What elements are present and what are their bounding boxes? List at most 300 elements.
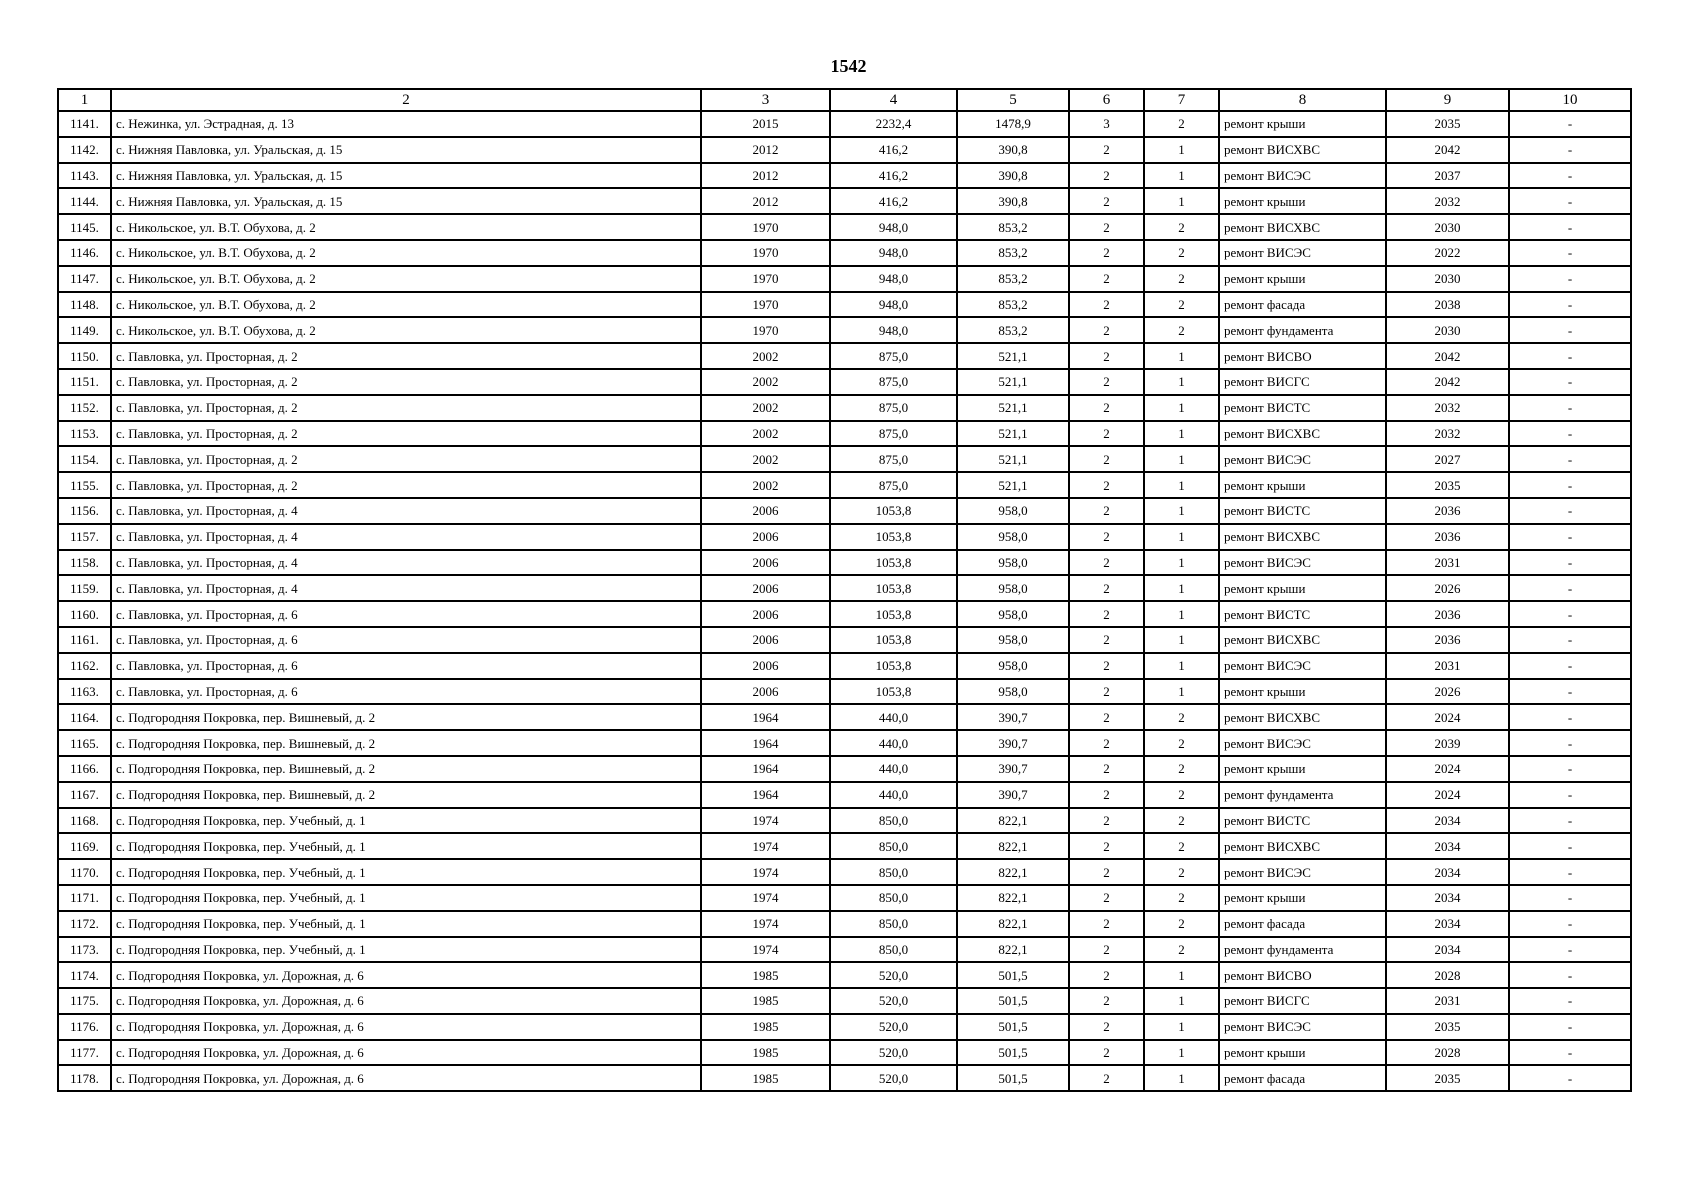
cell-floors: 2 bbox=[1069, 214, 1144, 240]
cell-floors: 2 bbox=[1069, 627, 1144, 653]
cell-planned-year: 2042 bbox=[1386, 369, 1509, 395]
cell-entrances: 2 bbox=[1144, 808, 1219, 834]
cell-row-number: 1144. bbox=[58, 188, 111, 214]
cell-floors: 3 bbox=[1069, 111, 1144, 137]
cell-row-number: 1168. bbox=[58, 808, 111, 834]
cell-note: - bbox=[1509, 214, 1631, 240]
cell-note: - bbox=[1509, 962, 1631, 988]
cell-planned-year: 2032 bbox=[1386, 395, 1509, 421]
cell-floors: 2 bbox=[1069, 498, 1144, 524]
cell-address: с. Подгородняя Покровка, ул. Дорожная, д. 6 bbox=[111, 988, 701, 1014]
cell-planned-year: 2034 bbox=[1386, 885, 1509, 911]
cell-living-area: 958,0 bbox=[957, 524, 1069, 550]
cell-total-area: 948,0 bbox=[830, 266, 957, 292]
cell-work-type: ремонт крыши bbox=[1219, 885, 1386, 911]
cell-note: - bbox=[1509, 859, 1631, 885]
cell-floors: 2 bbox=[1069, 601, 1144, 627]
cell-total-area: 440,0 bbox=[830, 756, 957, 782]
cell-entrances: 1 bbox=[1144, 498, 1219, 524]
cell-note: - bbox=[1509, 911, 1631, 937]
table-row bbox=[58, 498, 1631, 524]
cell-note: - bbox=[1509, 317, 1631, 343]
cell-work-type: ремонт ВИСХВС bbox=[1219, 627, 1386, 653]
cell-living-area: 853,2 bbox=[957, 240, 1069, 266]
cell-planned-year: 2035 bbox=[1386, 111, 1509, 137]
cell-row-number: 1175. bbox=[58, 988, 111, 1014]
cell-work-type: ремонт ВИСХВС bbox=[1219, 421, 1386, 447]
cell-note: - bbox=[1509, 369, 1631, 395]
register-table bbox=[57, 88, 1632, 1092]
cell-planned-year: 2036 bbox=[1386, 627, 1509, 653]
cell-work-type: ремонт ВИСХВС bbox=[1219, 704, 1386, 730]
cell-note: - bbox=[1509, 472, 1631, 498]
cell-living-area: 822,1 bbox=[957, 833, 1069, 859]
cell-work-type: ремонт крыши bbox=[1219, 188, 1386, 214]
table-row bbox=[58, 292, 1631, 318]
table-row bbox=[58, 1040, 1631, 1066]
cell-planned-year: 2035 bbox=[1386, 1065, 1509, 1091]
table-row bbox=[58, 266, 1631, 292]
cell-work-type: ремонт ВИСТС bbox=[1219, 601, 1386, 627]
cell-address: с. Павловка, ул. Просторная, д. 2 bbox=[111, 343, 701, 369]
cell-address: с. Никольское, ул. В.Т. Обухова, д. 2 bbox=[111, 240, 701, 266]
cell-floors: 2 bbox=[1069, 188, 1144, 214]
cell-row-number: 1155. bbox=[58, 472, 111, 498]
cell-living-area: 853,2 bbox=[957, 266, 1069, 292]
cell-work-type: ремонт крыши bbox=[1219, 575, 1386, 601]
cell-note: - bbox=[1509, 704, 1631, 730]
cell-living-area: 1478,9 bbox=[957, 111, 1069, 137]
cell-total-area: 416,2 bbox=[830, 137, 957, 163]
cell-floors: 2 bbox=[1069, 808, 1144, 834]
cell-note: - bbox=[1509, 188, 1631, 214]
cell-note: - bbox=[1509, 421, 1631, 447]
cell-row-number: 1176. bbox=[58, 1014, 111, 1040]
cell-floors: 2 bbox=[1069, 1040, 1144, 1066]
table-row bbox=[58, 369, 1631, 395]
column-header-5: 5 bbox=[957, 89, 1069, 111]
table-row bbox=[58, 575, 1631, 601]
cell-work-type: ремонт ВИСЭС bbox=[1219, 653, 1386, 679]
table-row bbox=[58, 988, 1631, 1014]
cell-note: - bbox=[1509, 601, 1631, 627]
cell-address: с. Подгородняя Покровка, пер. Учебный, д. 1 bbox=[111, 833, 701, 859]
cell-planned-year: 2027 bbox=[1386, 446, 1509, 472]
table-row bbox=[58, 911, 1631, 937]
cell-note: - bbox=[1509, 575, 1631, 601]
column-header-2: 2 bbox=[111, 89, 701, 111]
cell-living-area: 501,5 bbox=[957, 1040, 1069, 1066]
cell-address: с. Нижняя Павловка, ул. Уральская, д. 15 bbox=[111, 137, 701, 163]
cell-work-type: ремонт ВИСВО bbox=[1219, 962, 1386, 988]
cell-note: - bbox=[1509, 550, 1631, 576]
cell-living-area: 822,1 bbox=[957, 937, 1069, 963]
cell-row-number: 1172. bbox=[58, 911, 111, 937]
cell-year-built: 2002 bbox=[701, 343, 830, 369]
cell-work-type: ремонт фасада bbox=[1219, 1065, 1386, 1091]
cell-total-area: 440,0 bbox=[830, 730, 957, 756]
cell-entrances: 1 bbox=[1144, 421, 1219, 447]
cell-total-area: 948,0 bbox=[830, 240, 957, 266]
cell-address: с. Никольское, ул. В.Т. Обухова, д. 2 bbox=[111, 317, 701, 343]
table-row bbox=[58, 962, 1631, 988]
table-row bbox=[58, 679, 1631, 705]
cell-work-type: ремонт ВИСЭС bbox=[1219, 550, 1386, 576]
cell-entrances: 2 bbox=[1144, 756, 1219, 782]
cell-entrances: 1 bbox=[1144, 679, 1219, 705]
cell-row-number: 1150. bbox=[58, 343, 111, 369]
cell-work-type: ремонт ВИСГС bbox=[1219, 369, 1386, 395]
cell-total-area: 1053,8 bbox=[830, 627, 957, 653]
cell-row-number: 1148. bbox=[58, 292, 111, 318]
cell-work-type: ремонт ВИСХВС bbox=[1219, 524, 1386, 550]
cell-year-built: 2012 bbox=[701, 188, 830, 214]
cell-floors: 2 bbox=[1069, 962, 1144, 988]
cell-row-number: 1153. bbox=[58, 421, 111, 447]
cell-work-type: ремонт крыши bbox=[1219, 111, 1386, 137]
cell-total-area: 948,0 bbox=[830, 292, 957, 318]
cell-planned-year: 2030 bbox=[1386, 266, 1509, 292]
cell-year-built: 1974 bbox=[701, 859, 830, 885]
cell-floors: 2 bbox=[1069, 292, 1144, 318]
cell-note: - bbox=[1509, 343, 1631, 369]
table-row bbox=[58, 421, 1631, 447]
cell-note: - bbox=[1509, 808, 1631, 834]
cell-address: с. Подгородняя Покровка, пер. Учебный, д. 1 bbox=[111, 911, 701, 937]
cell-note: - bbox=[1509, 988, 1631, 1014]
cell-row-number: 1174. bbox=[58, 962, 111, 988]
cell-address: с. Никольское, ул. В.Т. Обухова, д. 2 bbox=[111, 292, 701, 318]
cell-row-number: 1160. bbox=[58, 601, 111, 627]
cell-floors: 2 bbox=[1069, 524, 1144, 550]
table-row bbox=[58, 704, 1631, 730]
cell-note: - bbox=[1509, 937, 1631, 963]
cell-living-area: 958,0 bbox=[957, 627, 1069, 653]
table-row bbox=[58, 730, 1631, 756]
cell-address: с. Павловка, ул. Просторная, д. 2 bbox=[111, 446, 701, 472]
page-number: 1542 bbox=[830, 56, 867, 76]
cell-planned-year: 2024 bbox=[1386, 704, 1509, 730]
cell-entrances: 2 bbox=[1144, 317, 1219, 343]
cell-living-area: 390,8 bbox=[957, 137, 1069, 163]
cell-year-built: 1970 bbox=[701, 214, 830, 240]
cell-address: с. Никольское, ул. В.Т. Обухова, д. 2 bbox=[111, 214, 701, 240]
cell-total-area: 875,0 bbox=[830, 395, 957, 421]
cell-entrances: 1 bbox=[1144, 988, 1219, 1014]
cell-planned-year: 2038 bbox=[1386, 292, 1509, 318]
cell-planned-year: 2022 bbox=[1386, 240, 1509, 266]
cell-entrances: 2 bbox=[1144, 111, 1219, 137]
cell-row-number: 1166. bbox=[58, 756, 111, 782]
cell-row-number: 1161. bbox=[58, 627, 111, 653]
cell-row-number: 1158. bbox=[58, 550, 111, 576]
cell-planned-year: 2042 bbox=[1386, 137, 1509, 163]
table-row bbox=[58, 163, 1631, 189]
cell-floors: 2 bbox=[1069, 885, 1144, 911]
cell-total-area: 948,0 bbox=[830, 317, 957, 343]
cell-address: с. Павловка, ул. Просторная, д. 2 bbox=[111, 421, 701, 447]
cell-entrances: 1 bbox=[1144, 653, 1219, 679]
cell-year-built: 1985 bbox=[701, 1065, 830, 1091]
cell-row-number: 1169. bbox=[58, 833, 111, 859]
cell-address: с. Подгородняя Покровка, пер. Вишневый, д. 2 bbox=[111, 782, 701, 808]
cell-floors: 2 bbox=[1069, 988, 1144, 1014]
table-row bbox=[58, 1065, 1631, 1091]
cell-address: с. Павловка, ул. Просторная, д. 4 bbox=[111, 524, 701, 550]
cell-planned-year: 2037 bbox=[1386, 163, 1509, 189]
cell-entrances: 1 bbox=[1144, 550, 1219, 576]
column-header-7: 7 bbox=[1144, 89, 1219, 111]
cell-year-built: 2006 bbox=[701, 627, 830, 653]
cell-year-built: 1974 bbox=[701, 911, 830, 937]
cell-floors: 2 bbox=[1069, 240, 1144, 266]
cell-year-built: 2006 bbox=[701, 524, 830, 550]
cell-floors: 2 bbox=[1069, 1065, 1144, 1091]
cell-living-area: 853,2 bbox=[957, 214, 1069, 240]
cell-planned-year: 2028 bbox=[1386, 962, 1509, 988]
cell-row-number: 1173. bbox=[58, 937, 111, 963]
cell-entrances: 2 bbox=[1144, 885, 1219, 911]
cell-living-area: 853,2 bbox=[957, 292, 1069, 318]
cell-living-area: 521,1 bbox=[957, 446, 1069, 472]
cell-planned-year: 2024 bbox=[1386, 782, 1509, 808]
header-row bbox=[58, 89, 1631, 111]
cell-year-built: 2012 bbox=[701, 163, 830, 189]
cell-year-built: 1985 bbox=[701, 988, 830, 1014]
cell-entrances: 1 bbox=[1144, 601, 1219, 627]
cell-living-area: 501,5 bbox=[957, 1065, 1069, 1091]
cell-floors: 2 bbox=[1069, 859, 1144, 885]
cell-year-built: 2012 bbox=[701, 137, 830, 163]
cell-row-number: 1142. bbox=[58, 137, 111, 163]
cell-floors: 2 bbox=[1069, 911, 1144, 937]
cell-planned-year: 2035 bbox=[1386, 1014, 1509, 1040]
cell-note: - bbox=[1509, 524, 1631, 550]
cell-floors: 2 bbox=[1069, 679, 1144, 705]
cell-planned-year: 2031 bbox=[1386, 988, 1509, 1014]
cell-living-area: 521,1 bbox=[957, 421, 1069, 447]
table-row bbox=[58, 188, 1631, 214]
table-row bbox=[58, 782, 1631, 808]
cell-total-area: 850,0 bbox=[830, 937, 957, 963]
cell-total-area: 520,0 bbox=[830, 1040, 957, 1066]
cell-total-area: 520,0 bbox=[830, 988, 957, 1014]
cell-living-area: 853,2 bbox=[957, 317, 1069, 343]
cell-work-type: ремонт крыши bbox=[1219, 472, 1386, 498]
cell-note: - bbox=[1509, 137, 1631, 163]
cell-living-area: 958,0 bbox=[957, 498, 1069, 524]
cell-planned-year: 2034 bbox=[1386, 859, 1509, 885]
cell-entrances: 2 bbox=[1144, 833, 1219, 859]
table-row bbox=[58, 601, 1631, 627]
cell-planned-year: 2034 bbox=[1386, 833, 1509, 859]
cell-address: с. Нежинка, ул. Эстрадная, д. 13 bbox=[111, 111, 701, 137]
table-row bbox=[58, 756, 1631, 782]
cell-year-built: 1974 bbox=[701, 808, 830, 834]
cell-row-number: 1170. bbox=[58, 859, 111, 885]
cell-entrances: 1 bbox=[1144, 343, 1219, 369]
cell-total-area: 416,2 bbox=[830, 163, 957, 189]
cell-year-built: 1974 bbox=[701, 833, 830, 859]
cell-row-number: 1162. bbox=[58, 653, 111, 679]
cell-work-type: ремонт фундамента bbox=[1219, 317, 1386, 343]
cell-total-area: 440,0 bbox=[830, 704, 957, 730]
cell-address: с. Подгородняя Покровка, ул. Дорожная, д. 6 bbox=[111, 1014, 701, 1040]
cell-living-area: 521,1 bbox=[957, 395, 1069, 421]
cell-work-type: ремонт ВИСЭС bbox=[1219, 163, 1386, 189]
cell-address: с. Подгородняя Покровка, пер. Вишневый, д. 2 bbox=[111, 704, 701, 730]
table-row bbox=[58, 1014, 1631, 1040]
cell-living-area: 521,1 bbox=[957, 369, 1069, 395]
cell-entrances: 1 bbox=[1144, 1065, 1219, 1091]
cell-floors: 2 bbox=[1069, 782, 1144, 808]
cell-address: с. Подгородняя Покровка, пер. Учебный, д. 1 bbox=[111, 808, 701, 834]
cell-planned-year: 2042 bbox=[1386, 343, 1509, 369]
cell-row-number: 1149. bbox=[58, 317, 111, 343]
cell-floors: 2 bbox=[1069, 369, 1144, 395]
cell-work-type: ремонт фасада bbox=[1219, 292, 1386, 318]
column-header-1: 1 bbox=[58, 89, 111, 111]
column-header-9: 9 bbox=[1386, 89, 1509, 111]
cell-work-type: ремонт ВИСГС bbox=[1219, 988, 1386, 1014]
table-row bbox=[58, 395, 1631, 421]
cell-living-area: 390,7 bbox=[957, 704, 1069, 730]
table-row bbox=[58, 808, 1631, 834]
cell-year-built: 2006 bbox=[701, 498, 830, 524]
cell-entrances: 1 bbox=[1144, 627, 1219, 653]
cell-row-number: 1163. bbox=[58, 679, 111, 705]
cell-row-number: 1151. bbox=[58, 369, 111, 395]
cell-floors: 2 bbox=[1069, 343, 1144, 369]
cell-living-area: 958,0 bbox=[957, 679, 1069, 705]
cell-row-number: 1177. bbox=[58, 1040, 111, 1066]
cell-planned-year: 2034 bbox=[1386, 911, 1509, 937]
cell-planned-year: 2030 bbox=[1386, 317, 1509, 343]
cell-address: с. Павловка, ул. Просторная, д. 6 bbox=[111, 601, 701, 627]
cell-total-area: 520,0 bbox=[830, 1014, 957, 1040]
column-header-8: 8 bbox=[1219, 89, 1386, 111]
cell-total-area: 1053,8 bbox=[830, 550, 957, 576]
cell-address: с. Павловка, ул. Просторная, д. 4 bbox=[111, 498, 701, 524]
cell-address: с. Подгородняя Покровка, ул. Дорожная, д. 6 bbox=[111, 962, 701, 988]
cell-entrances: 2 bbox=[1144, 911, 1219, 937]
cell-address: с. Павловка, ул. Просторная, д. 4 bbox=[111, 575, 701, 601]
cell-planned-year: 2031 bbox=[1386, 550, 1509, 576]
cell-planned-year: 2030 bbox=[1386, 214, 1509, 240]
cell-work-type: ремонт ВИСЭС bbox=[1219, 1014, 1386, 1040]
cell-planned-year: 2036 bbox=[1386, 601, 1509, 627]
cell-living-area: 390,8 bbox=[957, 188, 1069, 214]
cell-row-number: 1147. bbox=[58, 266, 111, 292]
cell-work-type: ремонт ВИСТС bbox=[1219, 498, 1386, 524]
cell-floors: 2 bbox=[1069, 937, 1144, 963]
cell-year-built: 1970 bbox=[701, 266, 830, 292]
cell-planned-year: 2032 bbox=[1386, 188, 1509, 214]
cell-note: - bbox=[1509, 446, 1631, 472]
cell-entrances: 2 bbox=[1144, 292, 1219, 318]
cell-entrances: 2 bbox=[1144, 730, 1219, 756]
cell-address: с. Павловка, ул. Просторная, д. 6 bbox=[111, 653, 701, 679]
cell-entrances: 1 bbox=[1144, 446, 1219, 472]
cell-address: с. Подгородняя Покровка, пер. Вишневый, д. 2 bbox=[111, 730, 701, 756]
table-row bbox=[58, 937, 1631, 963]
cell-total-area: 1053,8 bbox=[830, 575, 957, 601]
table-row bbox=[58, 472, 1631, 498]
cell-living-area: 521,1 bbox=[957, 343, 1069, 369]
cell-floors: 2 bbox=[1069, 1014, 1144, 1040]
table-row bbox=[58, 111, 1631, 137]
cell-work-type: ремонт фундамента bbox=[1219, 782, 1386, 808]
cell-total-area: 1053,8 bbox=[830, 653, 957, 679]
cell-floors: 2 bbox=[1069, 446, 1144, 472]
cell-work-type: ремонт ВИСВО bbox=[1219, 343, 1386, 369]
cell-floors: 2 bbox=[1069, 704, 1144, 730]
cell-note: - bbox=[1509, 653, 1631, 679]
cell-work-type: ремонт крыши bbox=[1219, 266, 1386, 292]
cell-address: с. Подгородняя Покровка, пер. Вишневый, д. 2 bbox=[111, 756, 701, 782]
cell-planned-year: 2036 bbox=[1386, 498, 1509, 524]
cell-entrances: 1 bbox=[1144, 137, 1219, 163]
cell-note: - bbox=[1509, 627, 1631, 653]
column-header-3: 3 bbox=[701, 89, 830, 111]
cell-floors: 2 bbox=[1069, 317, 1144, 343]
cell-year-built: 1974 bbox=[701, 885, 830, 911]
cell-planned-year: 2026 bbox=[1386, 679, 1509, 705]
cell-total-area: 2232,4 bbox=[830, 111, 957, 137]
cell-total-area: 948,0 bbox=[830, 214, 957, 240]
cell-floors: 2 bbox=[1069, 730, 1144, 756]
cell-living-area: 822,1 bbox=[957, 808, 1069, 834]
table-row bbox=[58, 653, 1631, 679]
cell-work-type: ремонт ВИСТС bbox=[1219, 808, 1386, 834]
cell-row-number: 1171. bbox=[58, 885, 111, 911]
cell-entrances: 2 bbox=[1144, 782, 1219, 808]
column-header-4: 4 bbox=[830, 89, 957, 111]
cell-year-built: 2006 bbox=[701, 601, 830, 627]
cell-year-built: 2006 bbox=[701, 679, 830, 705]
cell-row-number: 1164. bbox=[58, 704, 111, 730]
cell-note: - bbox=[1509, 111, 1631, 137]
cell-entrances: 1 bbox=[1144, 962, 1219, 988]
cell-year-built: 2002 bbox=[701, 446, 830, 472]
cell-row-number: 1141. bbox=[58, 111, 111, 137]
cell-total-area: 850,0 bbox=[830, 833, 957, 859]
cell-year-built: 1970 bbox=[701, 317, 830, 343]
cell-entrances: 1 bbox=[1144, 1014, 1219, 1040]
cell-row-number: 1165. bbox=[58, 730, 111, 756]
table-row bbox=[58, 240, 1631, 266]
cell-entrances: 1 bbox=[1144, 1040, 1219, 1066]
cell-planned-year: 2024 bbox=[1386, 756, 1509, 782]
cell-total-area: 850,0 bbox=[830, 859, 957, 885]
cell-row-number: 1146. bbox=[58, 240, 111, 266]
cell-address: с. Подгородняя Покровка, пер. Учебный, д. 1 bbox=[111, 937, 701, 963]
cell-living-area: 501,5 bbox=[957, 1014, 1069, 1040]
cell-living-area: 501,5 bbox=[957, 988, 1069, 1014]
cell-row-number: 1152. bbox=[58, 395, 111, 421]
cell-year-built: 1964 bbox=[701, 704, 830, 730]
cell-address: с. Павловка, ул. Просторная, д. 6 bbox=[111, 679, 701, 705]
cell-address: с. Нижняя Павловка, ул. Уральская, д. 15 bbox=[111, 163, 701, 189]
cell-planned-year: 2026 bbox=[1386, 575, 1509, 601]
cell-planned-year: 2031 bbox=[1386, 653, 1509, 679]
cell-year-built: 1985 bbox=[701, 1040, 830, 1066]
cell-entrances: 2 bbox=[1144, 859, 1219, 885]
cell-total-area: 875,0 bbox=[830, 446, 957, 472]
cell-note: - bbox=[1509, 1065, 1631, 1091]
cell-address: с. Подгородняя Покровка, ул. Дорожная, д. 6 bbox=[111, 1040, 701, 1066]
cell-address: с. Подгородняя Покровка, пер. Учебный, д. 1 bbox=[111, 885, 701, 911]
